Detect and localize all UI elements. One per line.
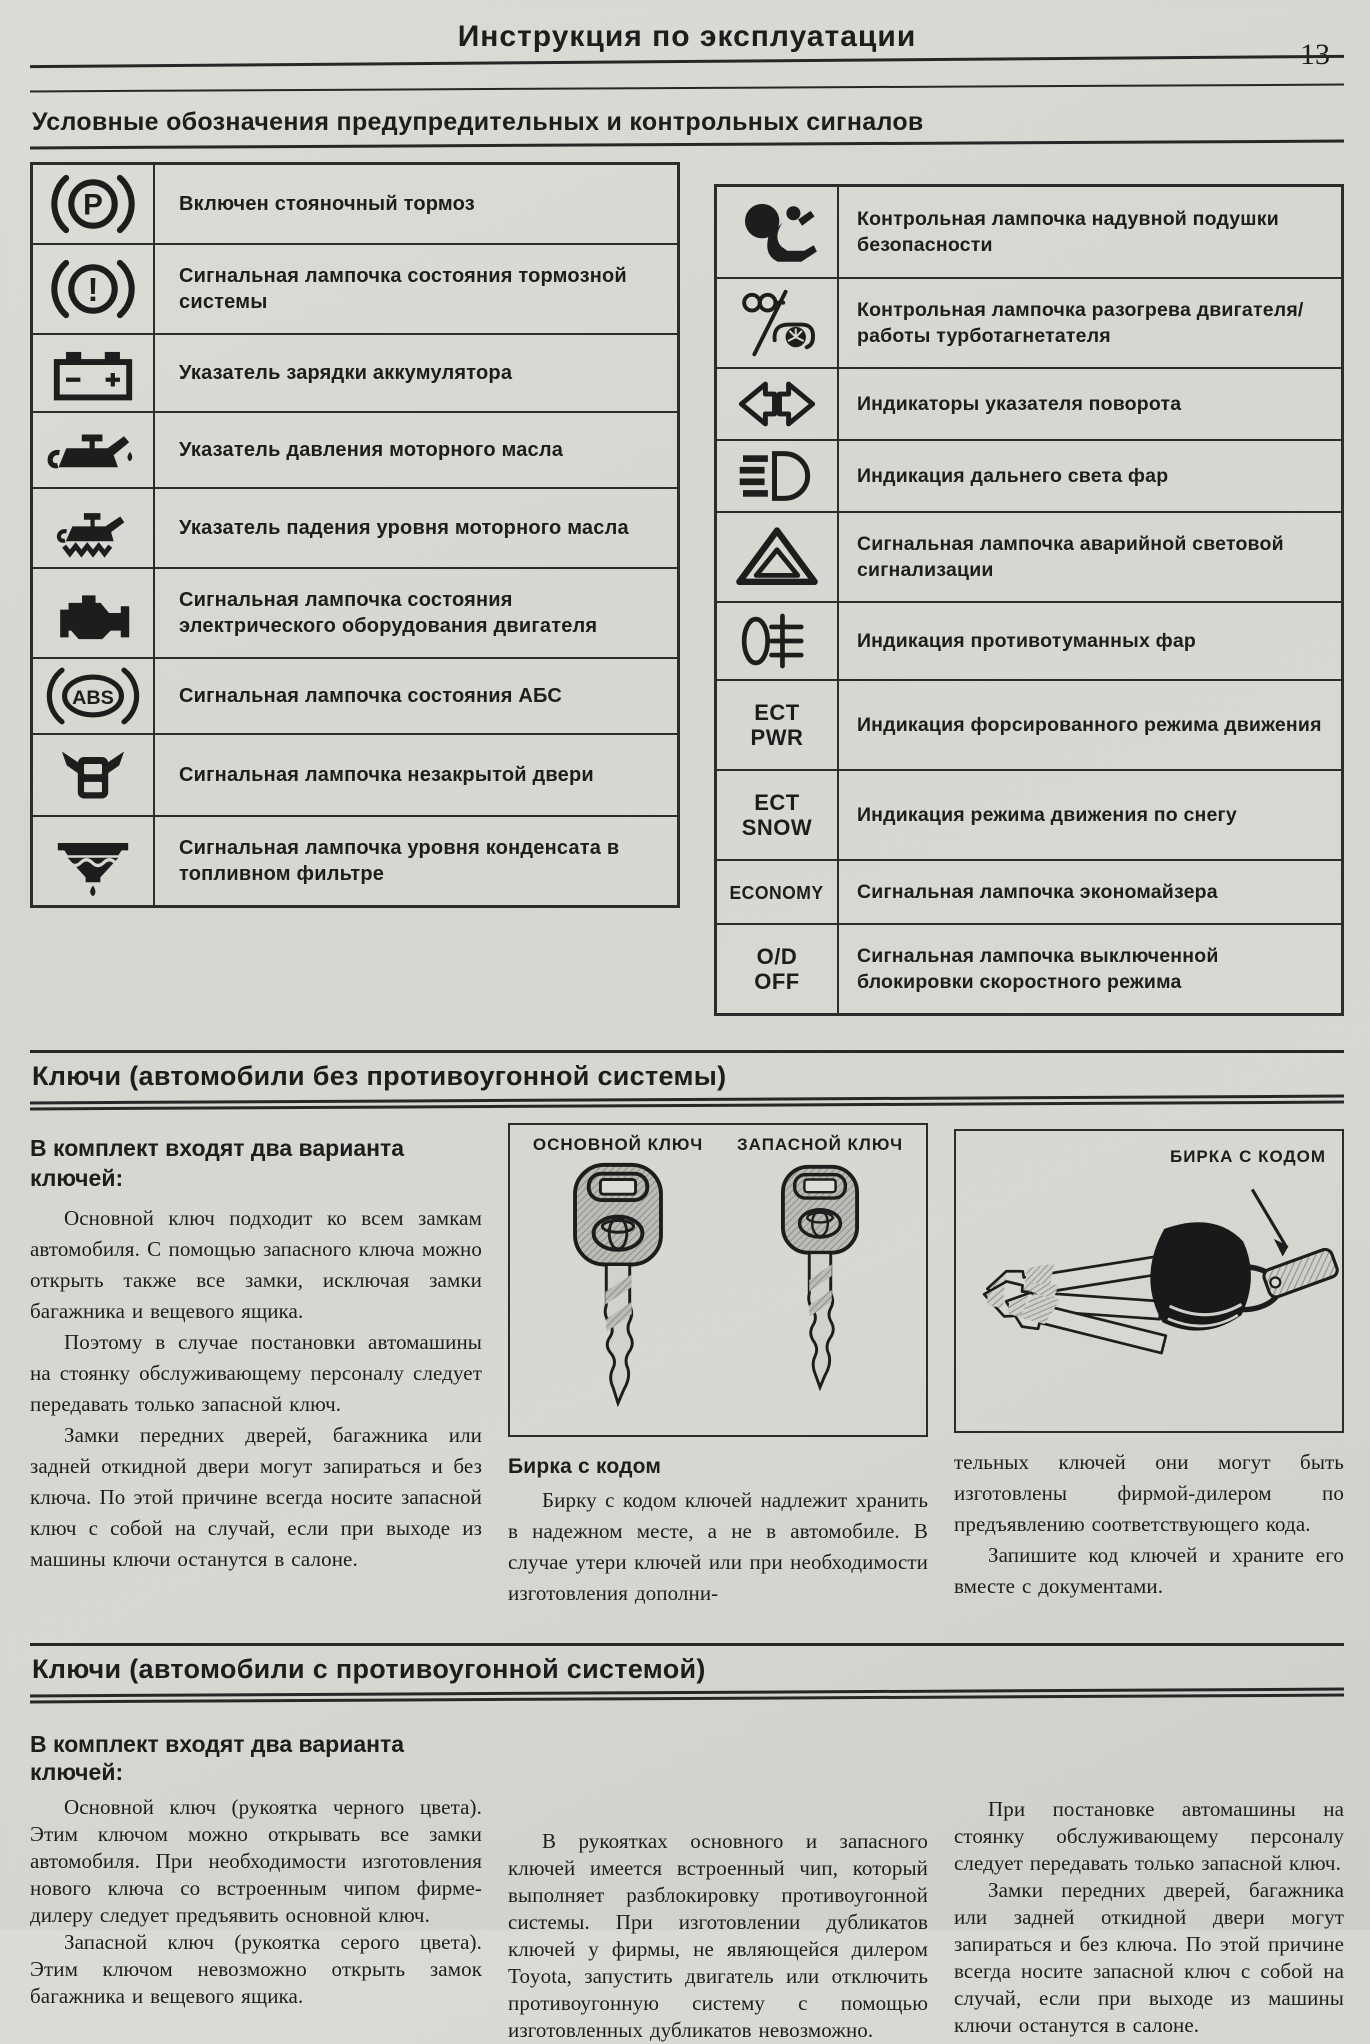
paragraph: При постановке автомашины на стоянку обслуживающему персоналу следует передавать только запасной ключ. — [954, 1797, 1344, 1875]
airbag-icon — [734, 197, 820, 267]
signal-label: Индикация режима движения по снегу — [856, 804, 1237, 826]
keys-with-right-column — [954, 1716, 1344, 2044]
svg-text:ABS: ABS — [72, 686, 114, 709]
keys-with-section — [30, 1643, 1344, 2044]
signal-table-right — [714, 184, 1344, 1016]
table-row — [717, 769, 1341, 859]
signals-section-title: Условные обозначения предупредительных и контрольных сигналов — [32, 108, 924, 136]
table-row — [33, 333, 677, 411]
signal-label: Указатель давления моторного масла — [179, 439, 564, 461]
table-row — [33, 487, 677, 567]
turn-signal-icon — [726, 375, 828, 433]
table-row — [717, 277, 1341, 367]
signal-label: Индикация форсированного режима движения — [856, 714, 1322, 736]
paragraph: Основной ключ подходит ко всем замкам автомобиля. С помощью запасного ключа можно открыть также все замки, исключая замки багажника и вещевого ящика. — [30, 1206, 482, 1323]
page-header — [30, 12, 1344, 100]
signals-section — [30, 100, 1344, 1016]
keys-without-middle-column — [508, 1123, 928, 1609]
paragraph: тельных ключей они могут быть изготовлены фирмой-дилером по предъявлению соответствующего кода. — [954, 1450, 1344, 1536]
paragraph: Запишите код ключей и храните его вместе с документами. — [954, 1543, 1344, 1598]
brake-system-icon — [45, 256, 141, 322]
keys-with-title: Ключи (автомобили с противоугонной системой) — [32, 1654, 706, 1684]
keys-without-right-column — [954, 1123, 1344, 1609]
signal-label: Контрольная лампочка разогрева двигателя/работы турботагнетателя — [856, 299, 1304, 347]
paragraph: Запасной ключ (рукоятка серого цвета). Этим ключом невозможно открыть замок багажника и вещевого ящика. — [30, 1930, 482, 2008]
signal-label: Сигнальная лампочка состояния электрического оборудования двигателя — [179, 589, 598, 637]
od-off-indicator: O/D OFF — [754, 944, 800, 994]
key-ring-illustration-box — [954, 1129, 1344, 1433]
table-row — [33, 733, 677, 815]
hazard-icon — [733, 524, 821, 590]
paragraph: Основной ключ (рукоятка черного цвета). Этим ключом можно открывать все замки автомобиля. При необходимости изготовления нового ключа со встроенным чипом фирме-дилеру следует предъявить основной ключ. — [30, 1795, 482, 1927]
paragraph: Поэтому в случае постановки автомашины на стоянку обслуживающему персоналу следует передавать только запасной ключ. — [30, 1330, 482, 1416]
signal-tables — [30, 162, 1344, 1016]
header-rule — [30, 84, 1344, 93]
keys-without-columns — [30, 1123, 1344, 1609]
keys-illustration-box — [508, 1123, 928, 1437]
keys-with-columns — [30, 1716, 1344, 2044]
table-row — [33, 657, 677, 733]
signal-label: Сигнальная лампочка состояния тормозной системы — [179, 265, 627, 313]
high-beam-icon — [731, 447, 823, 505]
battery-icon — [45, 341, 141, 405]
paragraph: Замки передних дверей, багажника или задней откидной двери могут запираться и без ключа. По этой причине всегда носите запасной ключ с собой на случай, если при выходе из машины ключи останутся в салоне. — [30, 1423, 482, 1571]
ect-snow-indicator: ECT SNOW — [741, 790, 813, 840]
keys-with-left-column — [30, 1716, 482, 2044]
table-row — [717, 187, 1341, 277]
paragraph: Бирку с кодом ключей надлежит хранить в надежном месте, а не в автомобиле. В случае утери ключей или при необходимости изготовления дополни- — [508, 1488, 928, 1605]
signal-label: Индикаторы указателя поворота — [856, 393, 1182, 415]
signal-label: Сигнальная лампочка незакрытой двери — [179, 764, 594, 786]
ect-pwr-indicator: ECT PWR — [750, 700, 804, 750]
signal-table-left — [30, 162, 680, 908]
signal-label: Сигнальная лампочка экономайзера — [856, 881, 1218, 903]
key-ring-image — [956, 1131, 1342, 1431]
signal-label: Сигнальная лампочка состояния АБС — [179, 685, 562, 707]
paragraph: Замки передних дверей, багажника или задней откидной двери могут запираться и без ключа. По этой причине всегда носите запасной ключ с собой на случай, если при выходе из машины ключи останутся в салоне. — [954, 1878, 1344, 2037]
callout-arrow — [1252, 1189, 1286, 1253]
keys-without-section — [30, 1050, 1344, 1609]
svg-text:!: ! — [87, 271, 99, 309]
main-key-figure — [533, 1135, 703, 1416]
glow-plug-turbo-icon — [734, 286, 820, 360]
table-row — [33, 815, 677, 905]
page-title: Инструкция по эксплуатации — [457, 20, 917, 53]
signal-label: Контрольная лампочка надувной подушки безопасности — [856, 208, 1279, 256]
table-row — [33, 567, 677, 657]
signal-label: Индикация дальнего света фар — [856, 465, 1169, 487]
code-tag-callout: БИРКА С КОДОМ — [1169, 1147, 1326, 1166]
table-row — [717, 601, 1341, 679]
signal-label: Сигнальная лампочка аварийной световой сигнализации — [856, 533, 1284, 581]
table-row — [33, 411, 677, 487]
main-key-label: ОСНОВНОЙ КЛЮЧ — [532, 1135, 704, 1154]
spare-key-image — [768, 1159, 872, 1399]
page-number: 13 — [1300, 38, 1330, 71]
fuel-filter-icon — [48, 825, 138, 897]
table-row — [717, 511, 1341, 601]
abs-icon — [43, 665, 143, 727]
signal-label: Индикация противотуманных фар — [856, 630, 1197, 652]
signal-label: Сигнальная лампочка выключенной блокировки скоростного режима — [856, 945, 1219, 993]
signal-label: Сигнальная лампочка уровня конденсата в топливном фильтре — [179, 837, 620, 885]
table-row — [717, 679, 1341, 769]
check-engine-icon — [45, 581, 141, 645]
main-key-image — [559, 1159, 677, 1411]
lead-text: В комплект входят два варианта ключей: — [30, 1731, 405, 1785]
parking-brake-icon — [45, 171, 141, 237]
keys-with-middle-column — [508, 1716, 928, 2044]
signal-label: Включен стояночный тормоз — [179, 193, 475, 215]
code-tag-heading: Бирка с кодом — [508, 1455, 662, 1478]
door-ajar-icon — [55, 741, 131, 809]
paragraph: В рукоятках основного и запасного ключей имеется встроенный чип, который выполняет разблокировку противоугонной системы. При изготовлении дубликатов ключей у фирмы, не являющейся дилером Toyota, запустить двигатель или отключить противоугонную систему с помощью изготовленных дубликатов невозможно. — [508, 1829, 928, 2042]
spare-key-label: ЗАПАСНОЙ КЛЮЧ — [737, 1135, 904, 1154]
table-row — [717, 367, 1341, 439]
table-row — [717, 439, 1341, 511]
table-row — [717, 859, 1341, 923]
signal-label: Указатель зарядки аккумулятора — [179, 362, 513, 384]
oil-pressure-icon — [44, 419, 142, 481]
table-row — [717, 923, 1341, 1013]
svg-text:P: P — [83, 188, 103, 222]
keys-without-title: Ключи (автомобили без противоугонной системы) — [32, 1061, 727, 1091]
oil-level-icon — [46, 495, 140, 561]
fog-lamp-icon — [734, 609, 820, 673]
header-rule — [30, 55, 1344, 68]
keys-without-left-column — [30, 1123, 482, 1609]
economy-indicator: ECONOMY — [729, 881, 825, 903]
table-row — [33, 165, 677, 243]
signal-label: Указатель падения уровня моторного масла — [179, 517, 629, 539]
spare-key-figure — [737, 1135, 903, 1404]
lead-text: В комплект входят два варианта ключей: — [30, 1135, 405, 1191]
table-row — [33, 243, 677, 333]
